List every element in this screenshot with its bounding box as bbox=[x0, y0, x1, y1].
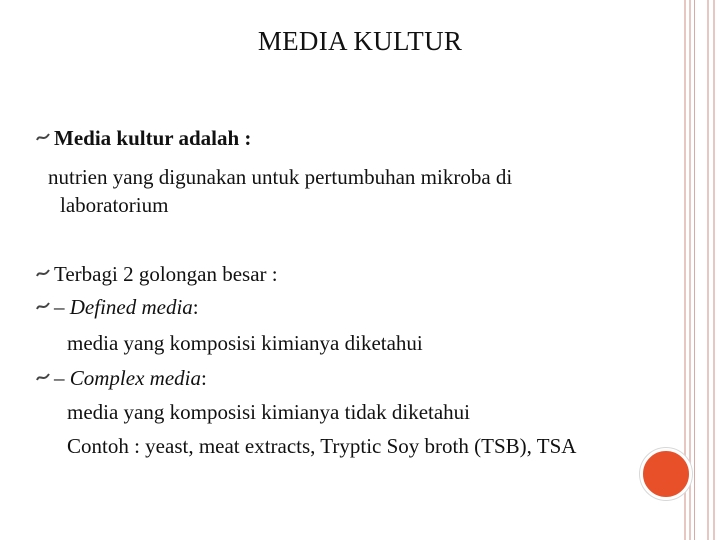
complex-media-description: media yang komposisi kimianya tidak diketahui bbox=[67, 400, 471, 424]
bullet-label: Terbagi 2 golongan besar : bbox=[54, 262, 278, 286]
border-stripe bbox=[694, 0, 695, 540]
defined-media-description: media yang komposisi kimianya diketahui bbox=[67, 331, 423, 355]
orange-circle-icon bbox=[640, 448, 692, 500]
border-stripe bbox=[707, 0, 709, 540]
bullet-complex-media bbox=[36, 366, 207, 390]
bullet-golongan bbox=[36, 262, 278, 286]
complex-media-example: Contoh : yeast, meat extracts, Tryptic Soy broth (TSB), TSA bbox=[67, 434, 577, 458]
term-complex-media: Complex media bbox=[69, 366, 201, 390]
border-stripe bbox=[713, 0, 715, 540]
border-stripe bbox=[689, 0, 691, 540]
wave-bullet-icon bbox=[36, 300, 50, 312]
definition-line: nutrien yang digunakan untuk pertumbuhan mikroba di bbox=[48, 165, 513, 189]
bullet-label: Media kultur adalah : bbox=[54, 126, 252, 150]
colon: : bbox=[200, 366, 207, 390]
wave-bullet-icon bbox=[36, 371, 50, 383]
dash-prefix: – bbox=[54, 295, 70, 319]
bullet-defined-media bbox=[36, 295, 199, 319]
slide-title: MEDIA KULTUR bbox=[257, 26, 463, 56]
bullet-media-kultur bbox=[36, 126, 251, 150]
colon: : bbox=[192, 295, 199, 319]
dash-prefix: – bbox=[54, 366, 70, 390]
definition-line: laboratorium bbox=[60, 193, 169, 217]
wave-bullet-icon bbox=[36, 131, 50, 143]
wave-bullet-icon bbox=[36, 267, 50, 279]
term-defined-media: Defined media bbox=[69, 295, 193, 319]
